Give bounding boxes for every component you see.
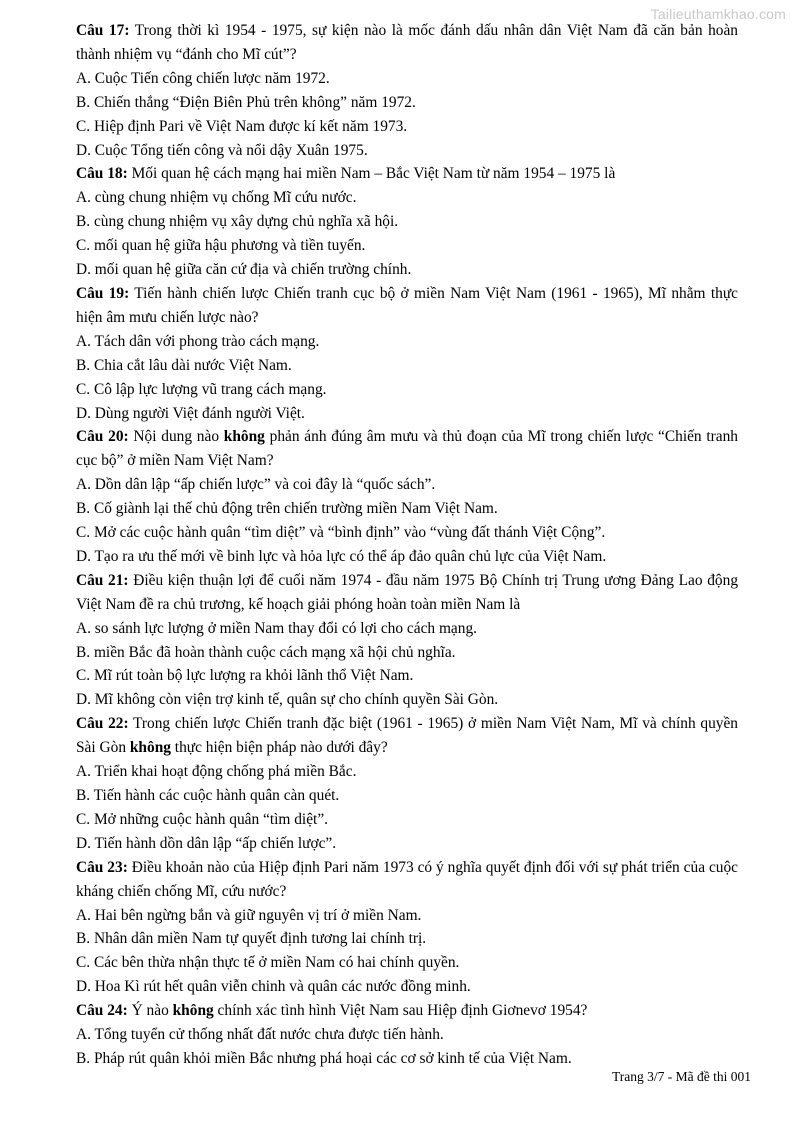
question-text: Điều kiện thuận lợi để cuối năm 1974 - đầu năm 1975 Bộ Chính trị Trung ương Đảng Lao động Việt Nam đề ra chủ trương, kế hoạch giải phóng hoàn toàn miền Nam là — [76, 571, 739, 613]
answer-option: D. Mĩ không còn viện trợ kinh tế, quân sự cho chính quyền Sài Gòn. — [76, 691, 499, 709]
question-text: Nội dung nào — [128, 428, 224, 446]
answer-option: D. Tạo ra ưu thế mới về binh lực và hỏa lực có thể áp đảo quân chủ lực của Việt Nam. — [76, 547, 607, 565]
question-stem — [76, 856, 738, 904]
answer-option: B. miền Bắc đã hoàn thành cuộc cách mạng xã hội chủ nghĩa. — [76, 643, 456, 661]
question-stem — [76, 569, 738, 617]
negation-keyword: không — [172, 1002, 214, 1020]
negation-keyword: không — [129, 739, 171, 757]
answer-option: D. Cuộc Tổng tiến công và nổi dậy Xuân 1975. — [76, 141, 368, 159]
question-block — [76, 282, 738, 425]
answer-option: D. Tiến hành dồn dân lập “ấp chiến lược”. — [76, 834, 337, 852]
question-number: Câu 18: — [76, 165, 128, 183]
question-list — [76, 19, 738, 1071]
question-stem — [76, 712, 738, 760]
answer-option: B. Pháp rút quân khỏi miền Bắc nhưng phá hoại các cơ sở kinh tế của Việt Nam. — [76, 1049, 572, 1067]
question-stem — [76, 999, 738, 1023]
answer-option: B. Chia cắt lâu dài nước Việt Nam. — [76, 356, 292, 374]
question-stem — [76, 425, 738, 473]
question-text: chính xác tình hình Việt Nam sau Hiệp định Giơnevơ 1954? — [213, 1002, 588, 1020]
answer-option: A. so sánh lực lượng ở miền Nam thay đổi có lợi cho cách mạng. — [76, 619, 477, 637]
answer-option: B. cùng chung nhiệm vụ xây dựng chủ nghĩa xã hội. — [76, 213, 399, 231]
answer-option: D. mối quan hệ giữa căn cứ địa và chiến trường chính. — [76, 261, 412, 279]
answer-option: B. Chiến thắng “Điện Biên Phủ trên không” năm 1972. — [76, 93, 416, 111]
answer-option: B. Tiến hành các cuộc hành quân càn quét. — [76, 787, 340, 804]
question-block — [76, 569, 738, 712]
question-text: Điều khoản nào của Hiệp định Pari năm 1973 có ý nghĩa quyết định đối với sự phát triển của cuộc kháng chiến chống Mĩ, cứu nước? — [76, 858, 739, 900]
answer-option: A. Tổng tuyển cử thống nhất đất nước chưa được tiến hành. — [76, 1026, 444, 1044]
answer-option: C. Các bên thừa nhận thực tế ở miền Nam có hai chính quyền. — [76, 954, 460, 972]
question-block — [76, 999, 738, 1071]
answer-option: C. mối quan hệ giữa hậu phương và tiền tuyến. — [76, 237, 366, 255]
question-text: phản ánh đúng âm mưu và thủ đoạn của Mĩ trong chiến lược “Chiến tranh cục bộ” ở miền Nam Việt Nam? — [76, 428, 739, 470]
question-number: Câu 17: — [76, 22, 130, 39]
answer-option: A. cùng chung nhiệm vụ chống Mĩ cứu nước. — [76, 189, 357, 207]
question-stem — [76, 282, 738, 330]
question-text: Ý nào — [127, 1002, 173, 1020]
question-text: thực hiện biện pháp nào dưới đây? — [170, 739, 388, 757]
question-stem — [76, 162, 738, 186]
question-number: Câu 23: — [76, 858, 128, 876]
negation-keyword: không — [223, 428, 265, 446]
question-block — [76, 425, 738, 568]
question-block — [76, 162, 738, 282]
answer-option: A. Dồn dân lập “ấp chiến lược” và coi đây là “quốc sách”. — [76, 476, 436, 494]
question-block — [76, 856, 738, 999]
answer-option: D. Hoa Kì rút hết quân viễn chinh và quân các nước đồng minh. — [76, 978, 471, 996]
question-text: Mối quan hệ cách mạng hai miền Nam – Bắc Việt Nam từ năm 1954 – 1975 là — [127, 165, 616, 183]
question-stem — [76, 19, 738, 67]
question-number: Câu 20: — [76, 428, 129, 446]
question-text: Trong chiến lược Chiến tranh đặc biệt (1961 - 1965) ở miền Nam Việt Nam, Mĩ và chính quyền Sài Gòn — [76, 715, 738, 757]
question-number: Câu 21: — [76, 571, 129, 589]
question-number: Câu 24: — [76, 1002, 128, 1020]
question-block — [76, 19, 738, 162]
answer-option: C. Hiệp định Pari về Việt Nam được kí kết năm 1973. — [76, 117, 408, 135]
answer-option: C. Cô lập lực lượng vũ trang cách mạng. — [76, 380, 327, 398]
answer-option: B. Cố giành lại thế chủ động trên chiến trường miền Nam Việt Nam. — [76, 500, 498, 518]
watermark: Tailieuthamkhao.com — [650, 6, 786, 22]
question-number: Câu 22: — [76, 715, 129, 733]
answer-option: C. Mở các cuộc hành quân “tìm diệt” và “bình định” vào “vùng đất thánh Việt Cộng”. — [76, 524, 606, 542]
question-block — [76, 712, 738, 855]
answer-option: D. Dùng người Việt đánh người Việt. — [76, 404, 305, 422]
answer-option: B. Nhân dân miền Nam tự quyết định tương lai chính trị. — [76, 930, 427, 948]
answer-option: A. Tách dân với phong trào cách mạng. — [76, 332, 320, 350]
page-footer: Trang 3/7 - Mã đề thi 001 — [612, 1069, 751, 1084]
question-number: Câu 19: — [76, 284, 130, 302]
answer-option: A. Triển khai hoạt động chống phá miền Bắc. — [76, 763, 357, 781]
answer-option: A. Cuộc Tiến công chiến lược năm 1972. — [76, 69, 330, 87]
question-text: Trong thời kì 1954 - 1975, sự kiện nào là mốc đánh dấu nhân dân Việt Nam đã căn bản hoàn thành nhiệm vụ “đánh cho Mĩ cút”? — [76, 22, 739, 63]
answer-option: C. Mĩ rút toàn bộ lực lượng ra khỏi lãnh thổ Việt Nam. — [76, 667, 414, 685]
answer-option: A. Hai bên ngừng bắn và giữ nguyên vị trí ở miền Nam. — [76, 906, 422, 924]
answer-option: C. Mở những cuộc hành quân “tìm diệt”. — [76, 810, 328, 828]
question-text: Tiến hành chiến lược Chiến tranh cục bộ ở miền Nam Việt Nam (1961 - 1965), Mĩ nhằm thực hiện âm mưu chiến lược nào? — [76, 284, 738, 326]
